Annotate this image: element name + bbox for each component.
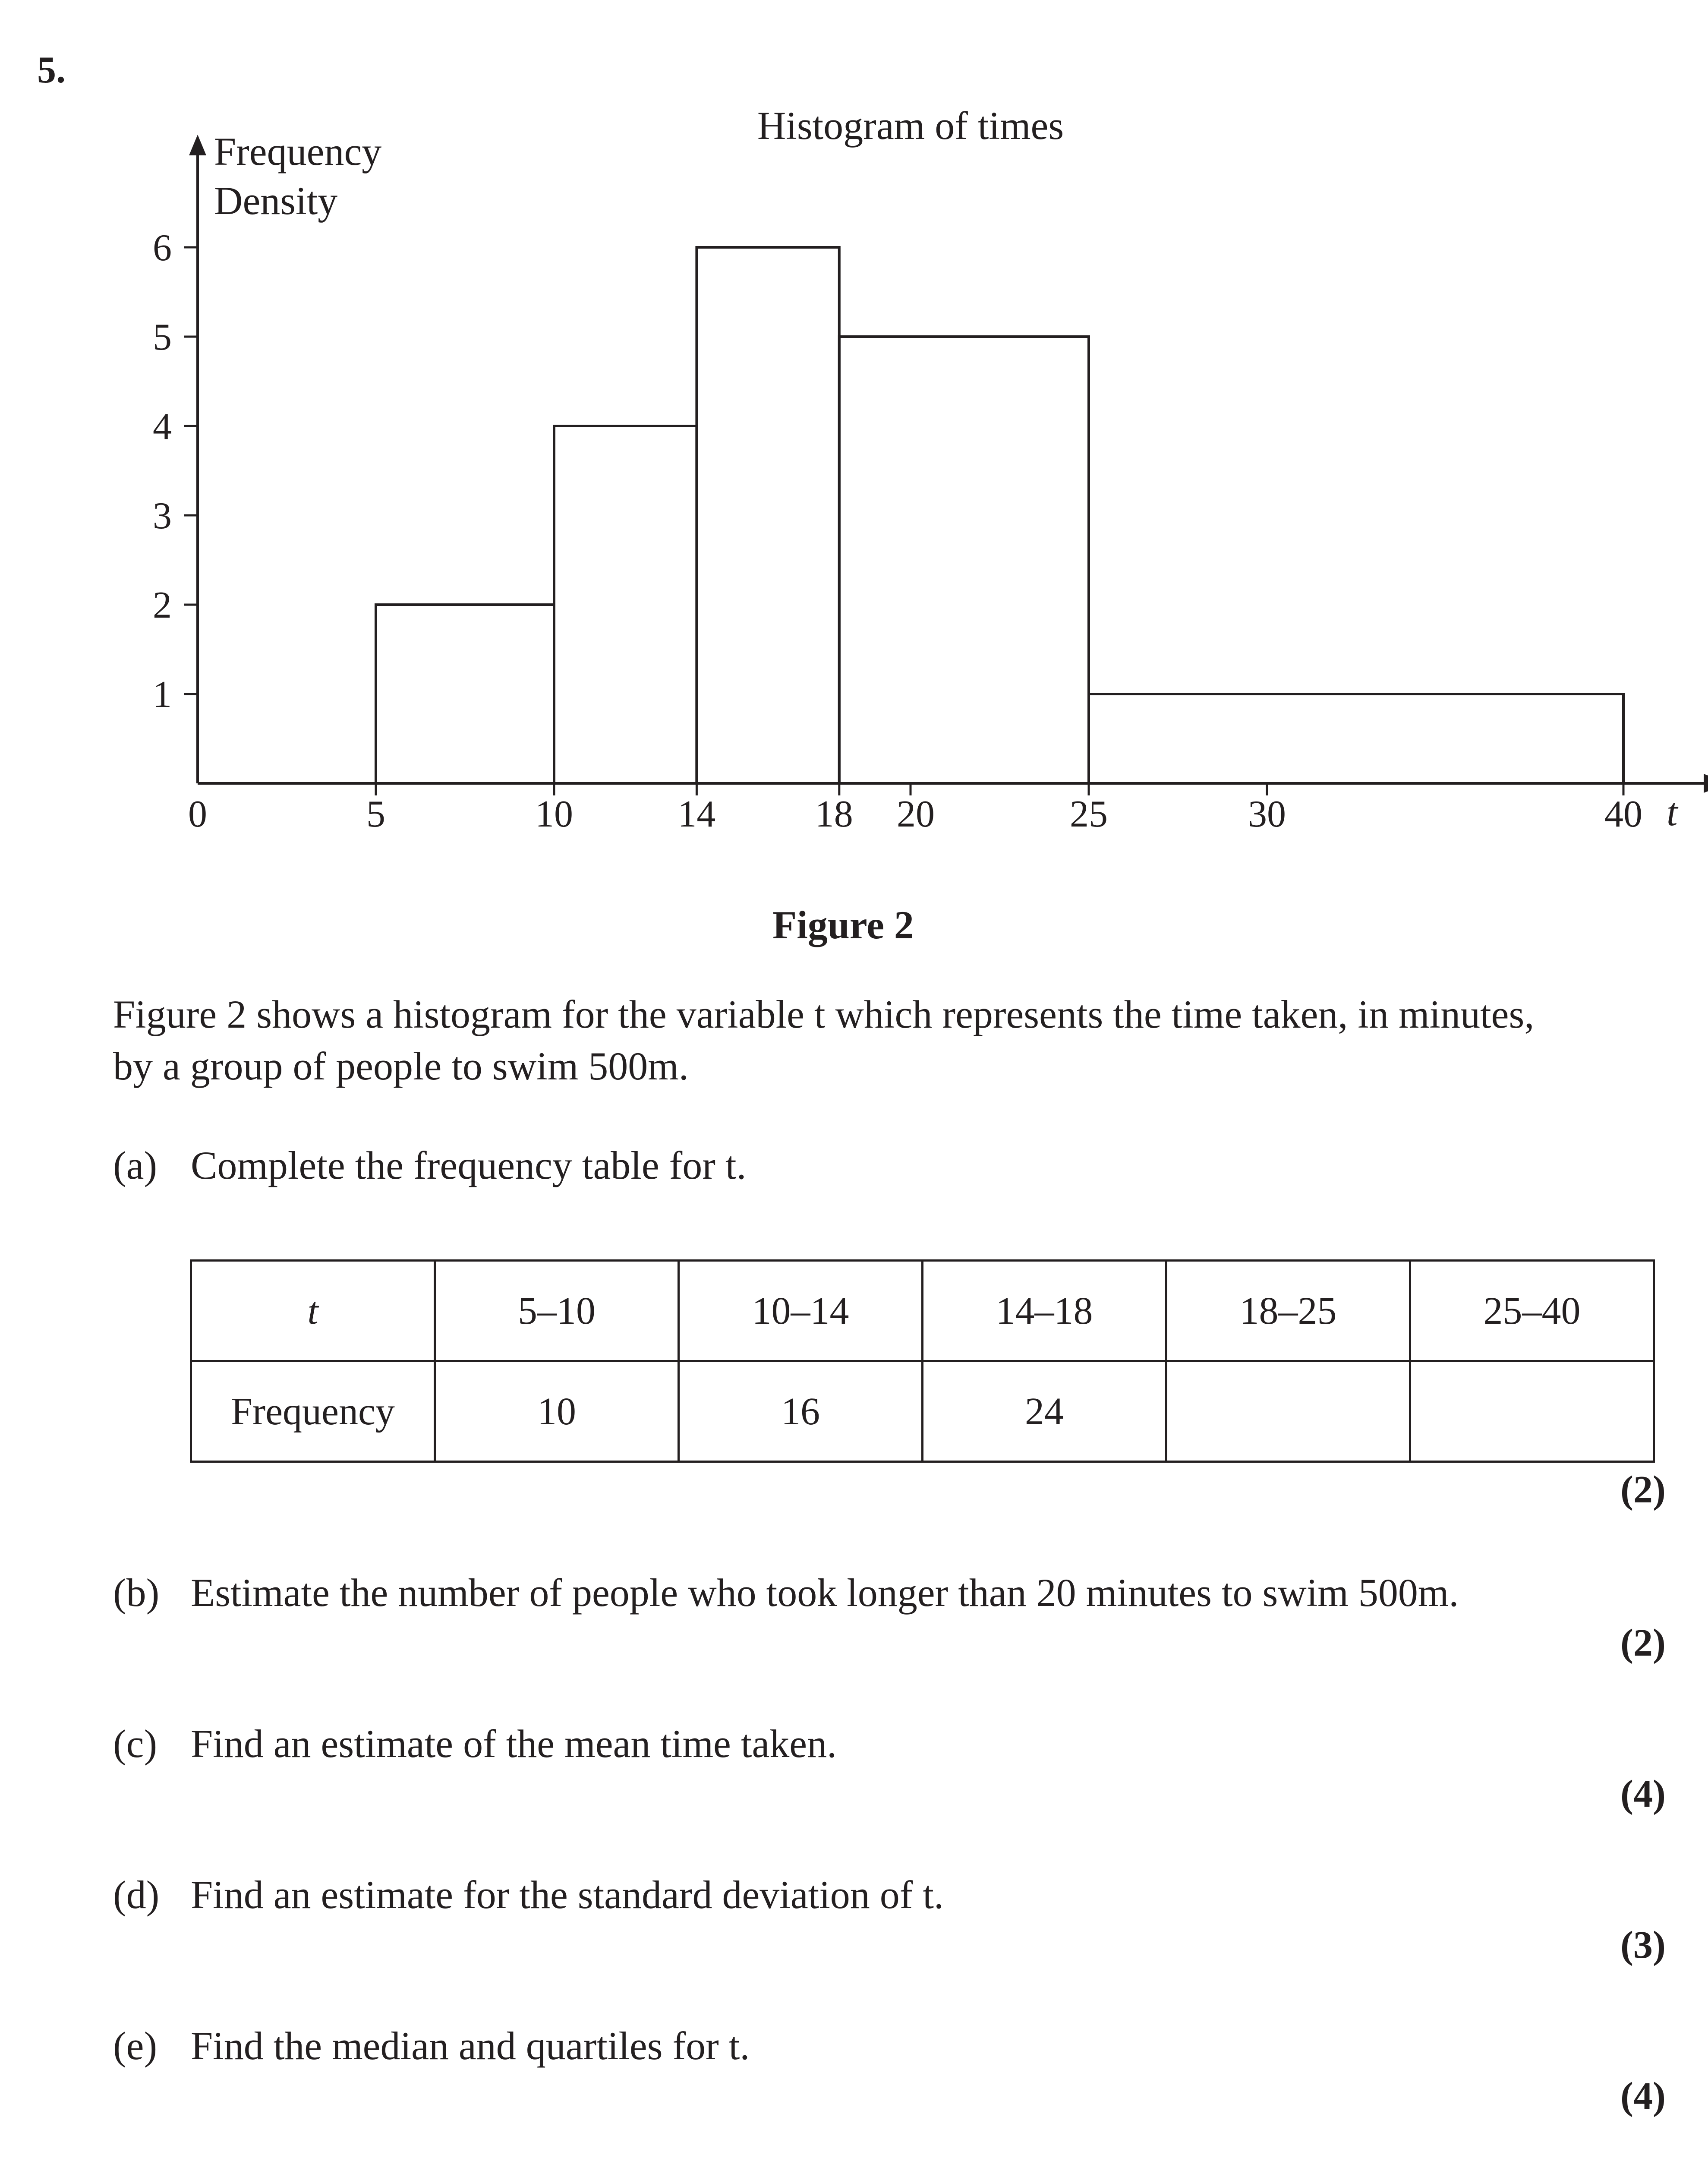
part-b-text: Estimate the number of people who took longer than 20 minutes to swim 500m.	[191, 1571, 1459, 1615]
part-e-text: Find the median and quartiles for t.	[191, 2024, 750, 2068]
part-c-marks: (4)	[1620, 1773, 1666, 1815]
part-c	[113, 1718, 837, 1770]
y-axis-label-line2: Density	[214, 179, 338, 223]
x-tick-label: 25	[1070, 793, 1108, 835]
part-e-marks: (4)	[1620, 2075, 1666, 2117]
part-d-label: (d)	[113, 1873, 160, 1917]
part-e	[113, 2020, 750, 2072]
x-tick-label: 5	[366, 793, 385, 835]
part-c-label: (c)	[113, 1722, 158, 1766]
part-d-marks: (3)	[1620, 1924, 1666, 1966]
y-tick-label: 1	[153, 674, 172, 716]
part-d-text: Find an estimate for the standard deviation of t.	[191, 1873, 944, 1917]
x-tick-label: 18	[815, 793, 853, 835]
part-d	[113, 1869, 944, 1921]
table-cell: 24	[923, 1361, 1166, 1462]
x-tick-label: 30	[1248, 793, 1286, 835]
part-e-label: (e)	[113, 2024, 158, 2068]
x-tick-label: 14	[678, 793, 716, 835]
histogram-bar	[376, 605, 554, 783]
table-cell: 5–10	[435, 1261, 679, 1361]
table-cell: 10	[435, 1361, 679, 1462]
y-axis-label-line1: Frequency	[214, 129, 382, 174]
part-c-text: Find an estimate of the mean time taken.	[191, 1722, 837, 1766]
table-row	[191, 1261, 1654, 1361]
y-axis-arrow	[189, 135, 206, 155]
table-cell: Frequency	[191, 1361, 435, 1462]
frequency-table	[190, 1259, 1655, 1463]
y-tick-label: 3	[153, 495, 172, 537]
y-tick-label: 2	[153, 584, 172, 626]
table-cell: 14–18	[923, 1261, 1166, 1361]
table-cell: t	[191, 1261, 435, 1361]
intro-line-1: Figure 2 shows a histogram for the variable t which represents the time taken, in minutes,	[113, 992, 1535, 1036]
part-b-marks: (2)	[1620, 1622, 1666, 1664]
x-axis-arrow	[1704, 774, 1708, 793]
intro-line-2: by a group of people to swim 500m.	[113, 1044, 689, 1088]
part-b	[113, 1567, 1459, 1618]
table-row	[191, 1361, 1654, 1462]
part-a	[113, 1139, 747, 1191]
histogram-bar	[1089, 694, 1623, 783]
histogram-bar	[839, 337, 1089, 783]
x-tick-label: 40	[1604, 793, 1642, 835]
x-tick-label: 10	[535, 793, 573, 835]
part-b-label: (b)	[113, 1571, 160, 1615]
y-tick-label: 5	[153, 316, 172, 358]
table-cell: 18–25	[1166, 1261, 1410, 1361]
histogram-bar	[696, 247, 839, 783]
table-cell: 25–40	[1410, 1261, 1654, 1361]
part-a-label: (a)	[113, 1143, 158, 1187]
table-cell: 10–14	[679, 1261, 923, 1361]
part-a-marks: (2)	[1620, 1468, 1666, 1511]
table-cell: 16	[679, 1361, 923, 1462]
y-tick-label: 6	[153, 227, 172, 269]
question-number: 5.	[37, 49, 66, 91]
x-tick-label: 20	[897, 793, 935, 835]
histogram-bar	[554, 426, 696, 783]
x-axis-label: t	[1667, 790, 1678, 834]
figure-caption: Figure 2	[772, 903, 914, 947]
answer-cell-18-25[interactable]	[1166, 1361, 1410, 1462]
part-a-text: Complete the frequency table for t.	[191, 1143, 747, 1187]
histogram-chart	[0, 0, 1708, 872]
x-tick-label: 0	[188, 793, 207, 835]
answer-cell-25-40[interactable]	[1410, 1361, 1654, 1462]
chart-title: Histogram of times	[757, 104, 1064, 148]
y-tick-label: 4	[153, 406, 172, 448]
